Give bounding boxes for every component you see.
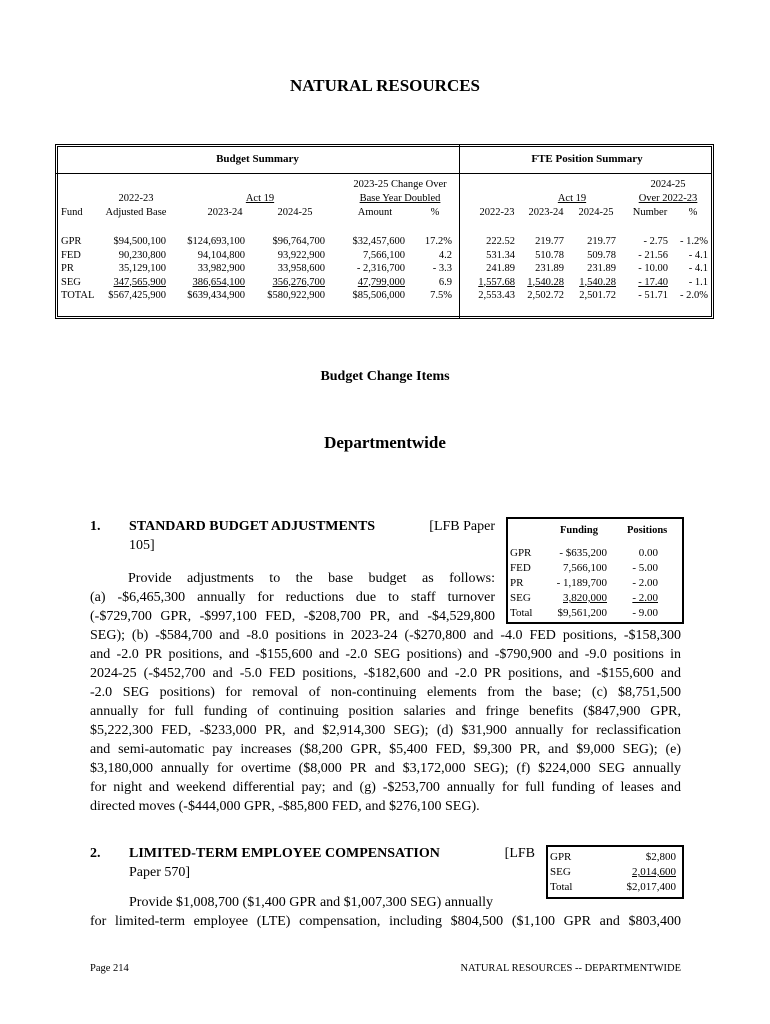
- item1-line: $5,222,300 FED, -$233,000 PR, and $2,914,300 SEG); (d) $31,900 annually for reclassification: [90, 723, 681, 738]
- cell-value: - 9.00: [632, 607, 658, 619]
- cell-value: 231.89: [535, 263, 564, 274]
- item1-narrow-para: [90, 569, 495, 626]
- fte-2023-24-column: [522, 235, 564, 303]
- cell: [61, 249, 94, 263]
- fte-col-change-mid: [628, 193, 708, 204]
- cell-value: 1,540.28: [527, 276, 564, 288]
- cell-value: GPR: [61, 236, 82, 247]
- cell-value: PR: [61, 263, 74, 274]
- cell: [522, 289, 564, 303]
- cell-value: - 5.00: [632, 562, 658, 574]
- cell-value: 510.78: [535, 249, 564, 261]
- cell-value: 4.2: [438, 249, 452, 261]
- item1-line: -2.0 SEG positions) for removal of non-continuing elements from the base; (c) $8,751,500: [90, 685, 681, 700]
- cell: [340, 249, 405, 263]
- cell-value: GPR: [550, 851, 572, 863]
- budget-change-items-heading: Budget Change Items: [320, 369, 450, 384]
- cell: [100, 249, 166, 263]
- cell: [255, 289, 325, 303]
- cell-value: 7,566,100: [563, 562, 607, 574]
- fte-col-act19: [525, 193, 619, 204]
- cell: [340, 276, 405, 290]
- cell: [255, 249, 325, 263]
- item2-ref-2: Paper 570]: [129, 865, 191, 880]
- cell: [620, 606, 658, 621]
- fte-col-percent: %: [688, 207, 698, 218]
- cell-value: 356,276,700: [272, 276, 325, 288]
- cell: [180, 276, 245, 290]
- cell-value: 2,553.43: [478, 290, 515, 301]
- item1-line: Provide adjustments to the base budget as follows:: [128, 571, 495, 586]
- cell-value: 219.77: [535, 236, 564, 247]
- cell: [545, 606, 607, 621]
- cell-value: 0.00: [638, 547, 658, 559]
- cell: [470, 235, 515, 249]
- cell-value: 93,922,900: [277, 249, 325, 261]
- cell-value: 17.2%: [424, 236, 452, 247]
- cell: [522, 262, 564, 276]
- fte-act19-label: Act 19: [557, 193, 587, 204]
- fund-column: [61, 235, 94, 303]
- cell: [550, 865, 572, 880]
- fte-2024-25-column: [572, 235, 616, 303]
- col-header-base-year: 2022-23: [118, 193, 154, 204]
- fte-col-2024-25: 2024-25: [578, 207, 614, 218]
- cell: [415, 262, 452, 276]
- cell-value: - 21.56: [638, 249, 668, 261]
- item1-positions-header: Positions: [627, 525, 668, 536]
- cell: [674, 235, 708, 249]
- cell-value: GPR: [510, 547, 532, 559]
- departmentwide-heading: Departmentwide: [324, 433, 446, 452]
- cell: [628, 262, 668, 276]
- footer-page-number: Page 214: [90, 963, 129, 974]
- cell: [415, 235, 452, 249]
- col-header-act19: [205, 193, 315, 204]
- col-header-2024-25: 2024-25: [277, 207, 313, 218]
- cell: [628, 289, 668, 303]
- cell: [180, 235, 245, 249]
- item1-title: STANDARD BUDGET ADJUSTMENTS: [129, 519, 376, 534]
- cell: [510, 546, 532, 561]
- cell-value: SEG: [510, 592, 531, 604]
- cell-value: TOTAL: [61, 290, 95, 301]
- item1-funding-header: Funding: [560, 525, 598, 536]
- cell-value: 2,014,600: [632, 866, 676, 878]
- col-header-change-top: 2023-25 Change Over: [353, 179, 447, 190]
- cell: [522, 276, 564, 290]
- cell-value: PR: [510, 577, 524, 589]
- col-header-percent: %: [430, 207, 440, 218]
- item1-line: and semi-automatic pay increases ($8,200 GPR, $5,400 FED, $9,300 PR, and $9,000 SEG); (e): [90, 742, 681, 757]
- cell-value: 7,566,100: [363, 249, 405, 261]
- cell: [674, 249, 708, 263]
- cell: [470, 289, 515, 303]
- cell-value: - 4.1: [688, 249, 708, 261]
- item1-ref-1: [LFB Paper: [429, 519, 495, 534]
- cell-value: $124,693,100: [187, 236, 245, 247]
- cell-value: - 51.71: [638, 290, 668, 301]
- item1-line: (-$729,700 GPR, -$997,100 FED, -$208,700 PR, and -$4,529,800: [90, 609, 495, 624]
- cell: [572, 249, 616, 263]
- cell: [415, 289, 452, 303]
- cell-value: $94,500,100: [113, 236, 166, 247]
- base-column: [100, 235, 166, 303]
- cell: [61, 262, 94, 276]
- cell-value: - 1,189,700: [556, 577, 607, 589]
- change-amount-column: [340, 235, 405, 303]
- cell-value: Total: [510, 607, 533, 619]
- fte-summary-heading: FTE Position Summary: [531, 153, 643, 165]
- change-percent-column: [415, 235, 452, 303]
- fte-change-mid-label: Over 2022-23: [638, 193, 698, 204]
- cell: [100, 262, 166, 276]
- item1-box-labels: [510, 546, 532, 621]
- budget-summary-heading: Budget Summary: [216, 153, 299, 165]
- item2-box-labels: [550, 850, 572, 895]
- cell: [180, 289, 245, 303]
- item2-para-line1: Provide $1,008,700 ($1,400 GPR and $1,007,300 SEG) annually: [129, 895, 493, 910]
- cell-value: 219.77: [587, 236, 616, 247]
- cell: [340, 235, 405, 249]
- cell-value: 347,565,900: [113, 276, 166, 288]
- item1-line: directed moves (-$444,000 GPR, -$85,800 FED, and $276,100 SEG).: [90, 799, 480, 814]
- act-2023-24-column: [180, 235, 245, 303]
- cell-value: 1,557.68: [478, 276, 515, 288]
- item1-box-positions: [620, 546, 658, 621]
- cell: [628, 235, 668, 249]
- cell: [180, 262, 245, 276]
- item1-line: for night and weekend differential pay; and (g) -$253,700 annually for full funding of leases and: [90, 780, 681, 795]
- cell-value: 386,654,100: [192, 276, 245, 288]
- cell-value: - 4.1: [688, 263, 708, 274]
- item1-line: (a) -$6,465,300 annually for reductions due to staff turnover: [90, 590, 495, 605]
- cell: [100, 235, 166, 249]
- cell-value: SEG: [550, 866, 571, 878]
- cell: [255, 235, 325, 249]
- col-header-change-mid: [340, 193, 460, 204]
- cell-value: - 2.0%: [680, 290, 708, 301]
- cell-value: 90,230,800: [118, 249, 166, 261]
- cell: [100, 276, 166, 290]
- cell-value: 2,502.72: [527, 290, 564, 301]
- cell-value: - 2.00: [632, 577, 658, 589]
- cell: [510, 591, 532, 606]
- item1-heading: [129, 519, 495, 535]
- item1-line: and -2.0 PR positions, and -$155,600 and -2.0 SEG positions) and -$790,900 and -9.0 positions in: [90, 647, 681, 662]
- cell-value: $2,017,400: [626, 881, 676, 893]
- fte-change-number-column: [628, 235, 668, 303]
- item2-box-values: [600, 850, 676, 895]
- cell: [628, 276, 668, 290]
- cell-value: 6.9: [438, 276, 452, 288]
- item2-para-line2: for limited-term employee (LTE) compensation, including $804,500 ($1,100 GPR and $803,400: [90, 914, 681, 929]
- cell: [470, 262, 515, 276]
- change-mid-label: Base Year Doubled: [359, 193, 441, 204]
- cell: [620, 591, 658, 606]
- cell-value: $580,922,900: [267, 290, 325, 301]
- cell-value: 231.89: [587, 263, 616, 274]
- col-header-adjusted-base: Adjusted Base: [105, 207, 167, 218]
- cell-value: - 2,316,700: [356, 263, 405, 274]
- cell: [340, 262, 405, 276]
- page-title: NATURAL RESOURCES: [289, 76, 481, 95]
- cell: [510, 606, 532, 621]
- cell-value: - 10.00: [638, 263, 668, 274]
- cell-value: FED: [61, 249, 81, 261]
- cell-value: Total: [550, 881, 573, 893]
- cell: [522, 249, 564, 263]
- cell: [510, 576, 532, 591]
- fte-col-2022-23: 2022-23: [479, 207, 515, 218]
- col-header-2023-24: 2023-24: [207, 207, 243, 218]
- cell: [572, 235, 616, 249]
- col-header-amount: Amount: [357, 207, 393, 218]
- cell-value: - 3.3: [432, 263, 452, 274]
- cell: [620, 576, 658, 591]
- fte-change-percent-column: [674, 235, 708, 303]
- cell-value: - 1.1: [688, 276, 708, 288]
- summary-header-rule: [56, 173, 712, 174]
- cell: [674, 276, 708, 290]
- item1-line: SEG); (b) -$584,700 and -8.0 positions in 2023-24 (-$270,800 and -4.0 FED positions, -$158,300: [90, 628, 681, 643]
- summary-divider: [459, 144, 460, 319]
- item1-line: annually for full funding of continuing position salaries and fringe benefits ($847,900 GPR,: [90, 704, 681, 719]
- cell: [61, 276, 94, 290]
- cell-value: $567,425,900: [108, 290, 166, 301]
- cell: [674, 262, 708, 276]
- cell-value: 241.89: [486, 263, 515, 274]
- cell: [600, 880, 676, 895]
- fte-col-number: Number: [632, 207, 668, 218]
- cell: [470, 276, 515, 290]
- cell-value: SEG: [61, 276, 81, 288]
- item1-line: $3,180,000 annually for overtime ($8,000 PR and $3,172,000 SEG); (f) $224,000 SEG annually: [90, 761, 681, 776]
- cell-value: - 2.75: [643, 236, 668, 247]
- cell-value: $85,506,000: [352, 290, 405, 301]
- cell: [255, 276, 325, 290]
- cell: [545, 591, 607, 606]
- item1-ref-2: 105]: [129, 538, 155, 553]
- col-header-fund: Fund: [61, 207, 83, 218]
- cell-value: 94,104,800: [197, 249, 245, 261]
- cell: [572, 276, 616, 290]
- cell-value: 1,540.28: [579, 276, 616, 288]
- cell: [600, 850, 676, 865]
- cell-value: 7.5%: [430, 290, 452, 301]
- cell: [600, 865, 676, 880]
- item2-number: 2.: [90, 846, 101, 861]
- cell-value: - 1.2%: [680, 236, 708, 247]
- cell: [340, 289, 405, 303]
- cell-value: 2,501.72: [579, 290, 616, 301]
- cell: [545, 561, 607, 576]
- item1-box-funding: [545, 546, 607, 621]
- cell-value: $2,800: [645, 851, 676, 863]
- cell: [545, 546, 607, 561]
- cell: [572, 262, 616, 276]
- cell: [415, 276, 452, 290]
- item2-title: LIMITED-TERM EMPLOYEE COMPENSATION: [129, 846, 440, 861]
- item1-number: 1.: [90, 519, 101, 534]
- act19-label: Act 19: [245, 193, 275, 204]
- act-2024-25-column: [255, 235, 325, 303]
- cell: [550, 850, 572, 865]
- cell-value: 3,820,000: [563, 592, 607, 604]
- cell: [620, 561, 658, 576]
- cell-value: $96,764,700: [272, 236, 325, 247]
- cell-value: FED: [510, 562, 531, 574]
- cell-value: $9,561,200: [557, 607, 607, 619]
- cell: [522, 235, 564, 249]
- item2-ref-1: [LFB: [504, 846, 535, 861]
- fte-col-change-top: 2024-25: [650, 179, 686, 190]
- cell-value: $639,434,900: [187, 290, 245, 301]
- cell: [545, 576, 607, 591]
- cell: [61, 289, 94, 303]
- cell: [628, 249, 668, 263]
- cell-value: 35,129,100: [118, 263, 166, 274]
- cell-value: - 2.00: [632, 592, 658, 604]
- cell-value: 47,799,000: [357, 276, 405, 288]
- cell-value: - 17.40: [638, 276, 668, 288]
- fte-2022-23-column: [470, 235, 515, 303]
- item1-line: 2024-25 (-$452,700 and -5.0 FED positions, -$182,600 and -2.0 PR positions, and -$155,600 and: [90, 666, 681, 681]
- cell: [674, 289, 708, 303]
- item2-heading: [129, 846, 535, 862]
- cell-value: $32,457,600: [352, 236, 405, 247]
- footer-section: NATURAL RESOURCES -- DEPARTMENTWIDE: [460, 963, 681, 974]
- cell: [180, 249, 245, 263]
- cell: [415, 249, 452, 263]
- cell-value: - $635,200: [559, 547, 607, 559]
- cell: [61, 235, 94, 249]
- cell: [510, 561, 532, 576]
- cell: [100, 289, 166, 303]
- cell-value: 33,958,600: [277, 263, 325, 274]
- cell: [550, 880, 572, 895]
- cell: [255, 262, 325, 276]
- cell-value: 222.52: [486, 236, 515, 247]
- fte-col-2023-24: 2023-24: [528, 207, 564, 218]
- cell-value: 509.78: [587, 249, 616, 261]
- cell-value: 33,982,900: [197, 263, 245, 274]
- cell: [620, 546, 658, 561]
- cell-value: 531.34: [486, 249, 515, 261]
- cell: [470, 249, 515, 263]
- item1-wide-para: [90, 626, 681, 816]
- cell: [572, 289, 616, 303]
